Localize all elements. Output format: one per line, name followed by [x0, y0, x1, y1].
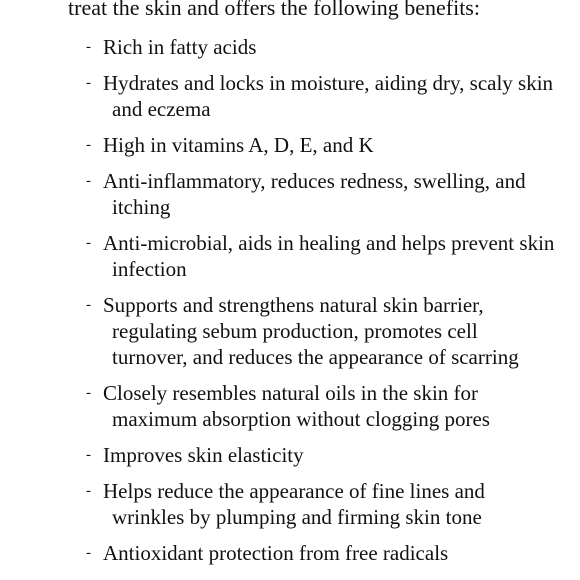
bullet-dash: - — [86, 545, 91, 561]
benefit-text: Anti-inflammatory, reduces redness, swelling, and itching — [103, 169, 526, 219]
bullet-dash: - — [86, 137, 91, 153]
bullet-dash: - — [86, 483, 91, 499]
list-item — [86, 478, 556, 530]
benefits-list — [86, 34, 556, 576]
benefit-text: Improves skin elasticity — [103, 443, 304, 467]
list-item — [86, 292, 556, 370]
list-item — [86, 442, 556, 468]
intro-line: treat the skin and offers the following benefits: — [68, 0, 480, 20]
list-item — [86, 230, 556, 282]
list-item — [86, 34, 556, 60]
benefit-text: Closely resembles natural oils in the skin for maximum absorption without clogging pores — [103, 381, 490, 431]
list-item — [86, 380, 556, 432]
list-item — [86, 540, 556, 566]
bullet-dash: - — [86, 385, 91, 401]
list-item — [86, 168, 556, 220]
benefit-text: Anti-microbial, aids in healing and helps prevent skin infection — [103, 231, 555, 281]
list-item — [86, 132, 556, 158]
benefit-text: Rich in fatty acids — [103, 35, 257, 59]
benefit-text: Helps reduce the appearance of fine lines and wrinkles by plumping and firming skin tone — [103, 479, 485, 529]
benefit-text: High in vitamins A, D, E, and K — [103, 133, 374, 157]
bullet-dash: - — [86, 39, 91, 55]
bullet-dash: - — [86, 173, 91, 189]
bullet-dash: - — [86, 447, 91, 463]
benefit-text: Hydrates and locks in moisture, aiding dry, scaly skin and eczema — [103, 71, 554, 121]
benefit-text: Antioxidant protection from free radicals — [103, 541, 449, 565]
list-item — [86, 70, 556, 122]
bullet-dash: - — [86, 75, 91, 91]
bullet-dash: - — [86, 297, 91, 313]
benefit-text: Supports and strengthens natural skin barrier, regulating sebum production, promotes cell turnover, and reduces the appearance of scarring — [103, 293, 519, 369]
bullet-dash: - — [86, 235, 91, 251]
